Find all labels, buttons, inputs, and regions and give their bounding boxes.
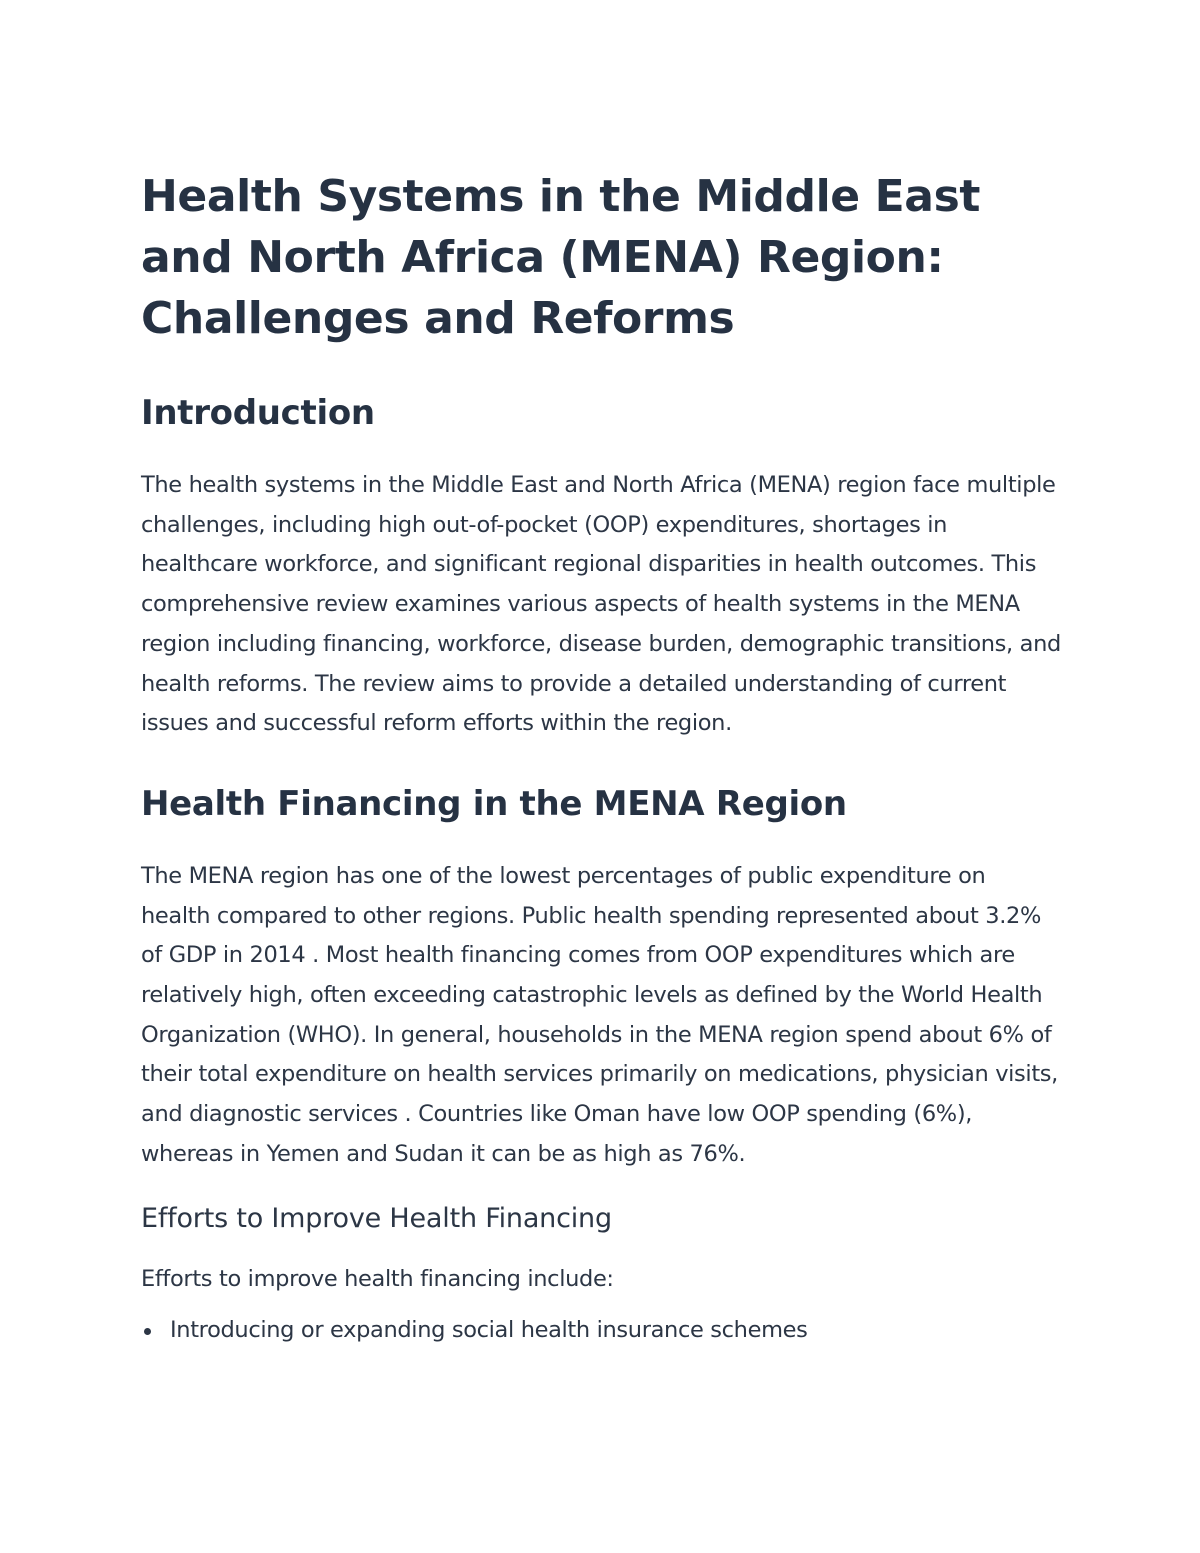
bullet-icon [144, 1328, 151, 1335]
list-item-text: Introducing or expanding social health insurance schemes [170, 1317, 808, 1344]
document-title: Health Systems in the Middle East and North Africa (MENA) Region: Challenges and Reforms [141, 171, 981, 344]
section-heading-health-financing: Health Financing in the MENA Region [141, 783, 847, 824]
efforts-list [141, 1311, 1061, 1351]
section-heading-introduction: Introduction [141, 393, 375, 433]
health-financing-paragraph: The MENA region has one of the lowest percentages of public expenditure on health compared to other regions. Public health spending represented about 3.2% of GDP in 2014 . Most health financing comes from OOP expenditures which are relatively high, often exceeding catastrophic levels as defined by the World Health Organization (WHO). In general, households in the MENA region spend about 6% of their total expenditure on health services primarily on medications, physician visits, and diagnostic services . Countries like Oman have low OOP spending (6%), whereas in Yemen and Sudan it can be as high as 76%. [141, 862, 1058, 1167]
document-page [141, 166, 1061, 1351]
introduction-paragraph: The health systems in the Middle East and North Africa (MENA) region face multiple challenges, including high out-of-pocket (OOP) expenditures, shortages in healthcare workforce, and significant regional disparities in health outcomes. This comprehensive review examines various aspects of health systems in the MENA region including financing, workforce, disease burden, demographic transitions, and health reforms. The review aims to provide a detailed understanding of current issues and successful reform efforts within the region. [141, 472, 1061, 737]
list-item [141, 1311, 1061, 1351]
subsection-heading-efforts: Efforts to Improve Health Financing [141, 1202, 612, 1234]
efforts-intro-text: Efforts to improve health financing include: [141, 1265, 614, 1292]
